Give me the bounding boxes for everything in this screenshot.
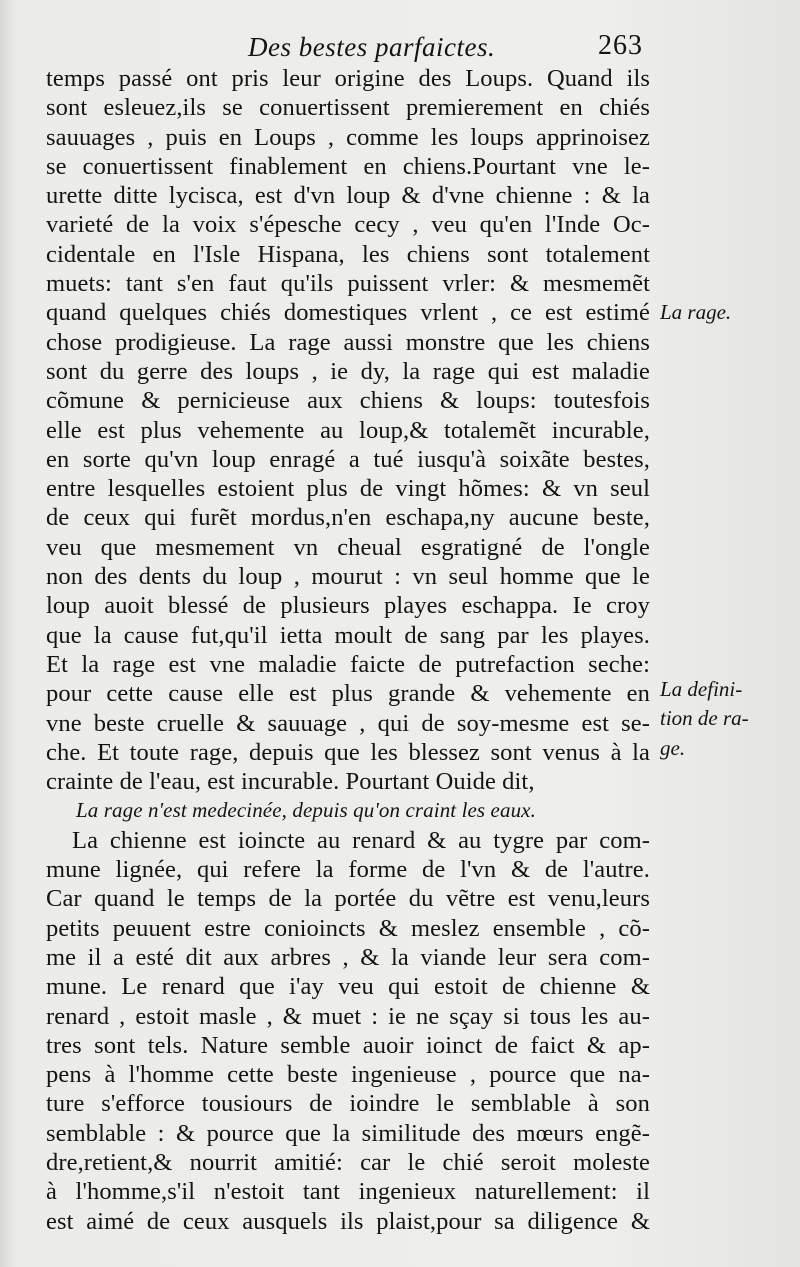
text-line: vne beste cruelle & sauuage , qui de soy-mesme est se- [46,709,650,737]
text-line: cidentale en l'Isle Hispana, les chiens sont totalement [46,240,650,268]
text-line: pens à l'homme cette beste ingenieuse , pource que na- [46,1061,650,1089]
text-line: muets: tant s'en faut qu'ils puissent vrler: & mesmemẽt [46,270,650,298]
text-line: à l'homme,s'il n'estoit tant ingenieux naturellement: il [46,1178,650,1206]
text-line: tres sont tels. Nature semble auoir ioinct de faict & ap- [46,1031,650,1059]
text-line: entre lesquelles estoient plus de vingt hõmes: & vn seul [46,475,650,503]
body-text [46,64,650,1236]
text-line: che. Et toute rage, depuis que les blessez sont venus à la [46,738,650,766]
text-line: renard , estoit masle , & muet : ie ne sçay si tous les au- [46,1002,650,1030]
text-line: se conuertissent finablement en chiens.Pourtant vne le- [46,152,650,180]
text-line: non des dents du loup , mourut : vn seul homme que le [46,563,650,591]
margin-note-line: La defini- [660,677,743,701]
text-line: chose prodigieuse. La rage aussi monstre que les chiens [46,328,650,356]
margin-note-line: tion de ra- [660,706,749,731]
text-line: que la cause fut,qu'il ietta moult de sang par les playes. [46,621,650,649]
text-line: Et la rage est vne maladie faicte de putrefaction seche: [46,650,650,678]
margin-note-line: ge. [660,735,686,760]
text-line: en sorte qu'vn loup enragé a tué iusqu'à soixãte bestes, [46,445,650,473]
text-line: semblable : & pource que la similitude des mœurs engẽ- [46,1119,650,1147]
text-line: varieté de la voix s'épesche cecy , veu qu'en l'Inde Oc- [46,211,650,239]
text-line: ture s'efforce tousiours de ioindre le semblable à son [46,1090,650,1118]
text-line: mune. Le renard que i'ay veu qui estoit de chienne & [46,973,650,1001]
text-line: est aimé de ceux ausquels ils plaist,pour sa diligence & [46,1207,650,1235]
text-line: cõmune & pernicieuse aux chiens & loups: toutesfois [46,387,650,415]
text-line: pour cette cause elle est plus grande & vehemente en [46,680,650,708]
text-line: crainte de l'eau, est incurable. Pourtant Ouide dit, [46,768,535,796]
running-title: Des bestes parfaictes. [248,32,496,62]
page-number: 263 [598,30,643,61]
margin-note-definition [660,675,800,763]
text-line: La chienne est ioincte au renard & au tygre par com- [72,826,650,854]
text-line: Car quand le temps de la portée du vẽtre est venu,leurs [46,885,650,913]
text-line: loup auoit blessé de plusieurs playes eschappa. Ie croy [46,592,650,620]
text-line: urette ditte lycisca, est d'vn loup & d'vne chienne : & la [46,182,650,210]
verse-quote: La rage n'est medecinée, depuis qu'on craint les eaux. [76,798,536,823]
text-line: petits peuuent estre conioincts & meslez ensemble , cõ- [46,914,650,942]
margin-note-line: La rage. [660,300,732,324]
text-line: veu que mesmement vn cheual esgratigné de l'ongle [46,533,650,561]
text-line: dre,retient,& nourrit amitié: car le chié seroit moleste [46,1148,650,1176]
text-line: sont du gerre des loups , ie dy, la rage qui est maladie [46,357,650,385]
text-line: quand quelques chiés domestiques vrlent , ce est estimé [46,299,650,327]
text-line: sont esleuez,ils se conuertissent premierement en chiés [46,94,650,122]
text-line: sauuages , puis en Loups , comme les loups apprinoisez [46,123,650,151]
margin-note-rage [660,298,800,327]
text-line: mune lignée, qui refere la forme de l'vn & de l'autre. [46,856,650,884]
text-line: me il a esté dit aux arbres , & la viande leur sera com- [46,943,650,971]
text-line: de ceux qui furẽt mordus,n'en eschapa,ny aucune beste, [46,504,650,532]
text-line: elle est plus vehemente au loup,& totalemẽt incurable, [46,416,650,444]
text-line: temps passé ont pris leur origine des Loups. Quand ils [46,65,650,92]
